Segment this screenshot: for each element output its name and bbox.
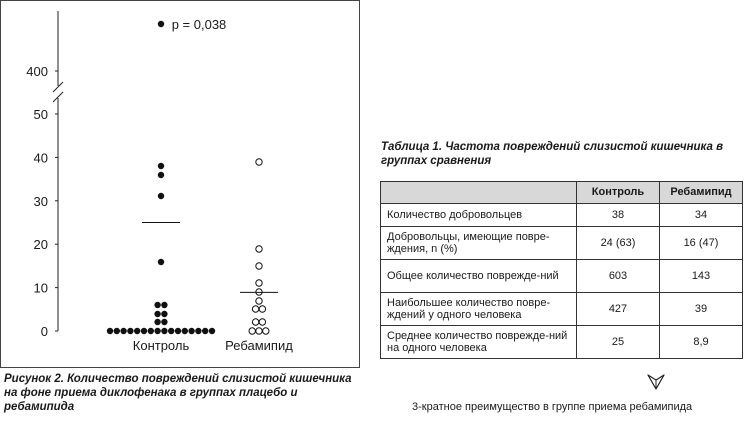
control-point — [158, 21, 164, 27]
control-point — [154, 302, 160, 308]
rebamipide-value: 34 — [660, 204, 743, 227]
table-row — [381, 293, 743, 326]
rebamipide-point — [252, 306, 258, 312]
row-label: Добровольцы, имеющие повре-ждения, n (%) — [381, 227, 577, 260]
control-point — [141, 328, 147, 334]
y-tick-label: 50 — [33, 107, 48, 122]
rebamipide-point — [249, 328, 255, 334]
y-tick-label: 30 — [33, 193, 48, 209]
control-point — [158, 163, 164, 169]
rebamipide-point — [256, 328, 262, 334]
control-point — [158, 193, 164, 199]
rebamipide-point — [259, 319, 265, 325]
control-point — [154, 311, 160, 317]
rebamipide-point — [256, 298, 262, 304]
control-point — [161, 302, 167, 308]
advantage-note: 3-кратное преимущество в группе приема ребамипида — [412, 401, 693, 413]
control-point — [161, 328, 167, 334]
table-header-control: Контроль — [577, 182, 660, 204]
row-label: Общее количество поврежде-ний — [381, 260, 577, 293]
arrowhead-down-icon — [646, 373, 666, 391]
control-point — [154, 319, 160, 325]
control-point — [107, 328, 113, 334]
rebamipide-value: 143 — [660, 260, 743, 293]
control-point — [168, 328, 174, 334]
rebamipide-point — [256, 280, 262, 286]
figure-caption: Рисунок 2. Количество повреждений слизистой кишечника на фоне приема диклофенака в группах плацебо и ребамипида — [4, 373, 352, 413]
x-category-label: Ребамипид — [225, 338, 293, 353]
table-header-empty — [381, 182, 577, 204]
table-row — [381, 260, 743, 293]
control-point — [209, 328, 215, 334]
rebamipide-point — [259, 306, 265, 312]
y-tick-label: 20 — [33, 237, 48, 253]
rebamipide-point — [256, 159, 262, 165]
control-point — [127, 328, 133, 334]
rebamipide-point — [263, 328, 269, 334]
rebamipide-value: 39 — [660, 293, 743, 326]
scatter-chart — [1, 1, 359, 367]
table-row — [381, 204, 743, 227]
rebamipide-point — [256, 246, 262, 252]
control-value: 24 (63) — [577, 227, 660, 260]
table-header-rebamipide: Ребамипид — [660, 182, 743, 204]
row-label: Количество добровольцев — [381, 204, 577, 227]
control-point — [161, 311, 167, 317]
y-tick-label: 10 — [33, 280, 48, 296]
control-point — [161, 319, 167, 325]
control-point — [195, 328, 201, 334]
row-label: Наибольшее количество повре-ждений у одного человека — [381, 293, 577, 326]
table-title: Таблица 1. Частота повреждений слизистой кишечника в группах сравнения — [381, 141, 724, 167]
control-point — [158, 172, 164, 178]
control-value: 603 — [577, 260, 660, 293]
control-point — [158, 259, 164, 265]
p-value-annotation: p = 0,038 — [171, 17, 227, 32]
control-point — [154, 328, 160, 334]
control-value: 38 — [577, 204, 660, 227]
rebamipide-value: 8,9 — [660, 326, 743, 359]
control-point — [202, 328, 208, 334]
scatter-figure — [0, 0, 360, 368]
rebamipide-point — [256, 263, 262, 269]
table-row — [381, 326, 743, 359]
rebamipide-value: 16 (47) — [660, 227, 743, 260]
control-point — [134, 328, 140, 334]
control-point — [120, 328, 126, 334]
control-point — [188, 328, 194, 334]
table-header-row — [381, 182, 743, 204]
control-point — [175, 328, 181, 334]
control-point — [114, 328, 120, 334]
control-value: 427 — [577, 293, 660, 326]
control-point — [182, 328, 188, 334]
row-label: Среднее количество поврежде-ний на одного человека — [381, 326, 577, 359]
control-point — [148, 328, 154, 334]
table-row — [381, 227, 743, 260]
y-tick-label: 400 — [26, 64, 48, 79]
y-tick-label: 0 — [40, 324, 48, 339]
x-category-label: Контроль — [132, 338, 190, 353]
comparison-table — [380, 181, 743, 359]
y-tick-label: 40 — [33, 150, 48, 166]
rebamipide-point — [252, 319, 258, 325]
control-value: 25 — [577, 326, 660, 359]
